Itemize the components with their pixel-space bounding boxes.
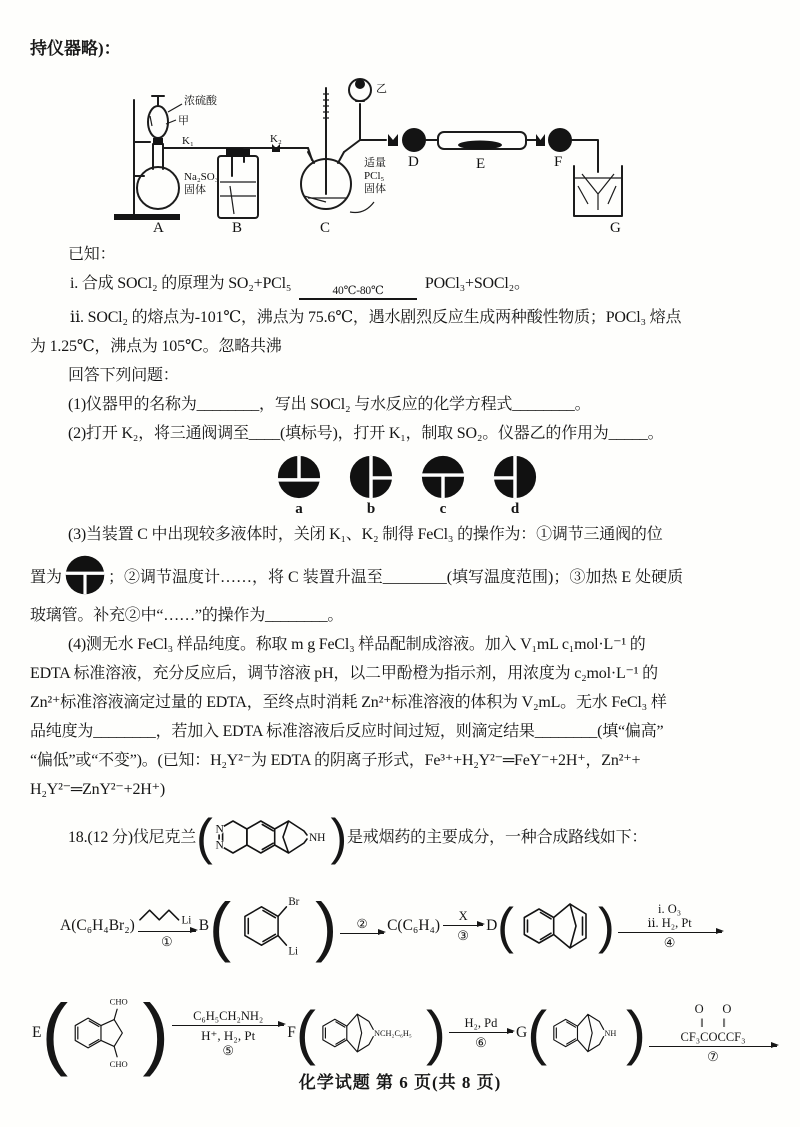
valve-diagram-d: [492, 454, 538, 500]
step7-number: ⑦: [707, 1049, 719, 1064]
valve-label-d: d: [510, 501, 520, 517]
arrow-step1: [138, 904, 196, 949]
q18-title-pre: 18.(12 分)伐尼克兰: [68, 828, 197, 846]
n-benzyl-group: NCH₂C₆H₅: [373, 1028, 412, 1038]
arrow-shaft: [340, 933, 384, 934]
n-atom-bottom: N: [215, 839, 224, 852]
reagent-h-h2-pt: H⁺, H₂, Pt: [201, 1027, 256, 1043]
compound-c-formula: C(C₆H₄): [387, 917, 441, 934]
tfaa-double-bonds: ‖ ‖: [700, 1016, 726, 1030]
valve-diagram-b: [348, 454, 394, 500]
text-column: [30, 240, 780, 1088]
funnel-content-label: 浓硫酸: [184, 95, 217, 107]
compound-d-structure: [514, 896, 598, 956]
arrow-step2: [340, 917, 384, 936]
reagent-buli: [138, 904, 196, 929]
reagent-x: X: [458, 909, 468, 923]
arrow-step3: [443, 909, 483, 943]
flask-c-content-3: 固体: [364, 183, 386, 195]
question-18-title: 18.(12 分)伐尼克兰 ( N N NH ) 是戒烟药的主要成分，一种合成路线如下：: [68, 809, 648, 865]
question-4-line4: 品纯度为________，若加入 EDTA 标准溶液后反应时间过短，则滴定结果________(填“偏高”: [30, 723, 664, 740]
valve-option-b: [348, 454, 394, 518]
question-4-line6: H₂Y²⁻═ZnY²⁻+2H⁺): [30, 781, 165, 798]
gas-train: [360, 128, 622, 216]
bottle-b: [218, 148, 308, 218]
valve-options: [276, 454, 780, 518]
question-3-line3: 玻璃管。补充②中“……”的操作为________。: [30, 607, 344, 624]
label-d: D: [408, 154, 419, 170]
synthesis-route-row2: E ( CHO CHO ) C₆H₅CH₂NH₂ H⁺, H₂, Pt ⑤ F ( NCH₂C₆H₅ ) H₂, Pd ⑥ G ( NH ) O O ‖ ‖ CF₃COCCF₃ ⑦: [32, 978, 780, 1088]
arrow-step5: [172, 1009, 284, 1058]
li-atom: Li: [288, 945, 299, 958]
compound-g-structure: [547, 995, 626, 1071]
valve-label-c: c: [439, 501, 447, 517]
step4-number: ④: [663, 935, 676, 950]
valve-diagram-inline: [64, 554, 106, 596]
arrow-shaft: [443, 925, 483, 926]
compound-f-structure: [316, 995, 426, 1071]
arrow-step7: [649, 1002, 777, 1064]
known-item-ii-line2: 为 1.25℃，沸点为 105℃。忽略共沸: [30, 338, 282, 355]
compound-e-letter: E: [32, 1024, 42, 1041]
reagent-tfaa-formula: CF₃COCCF₃: [680, 1030, 746, 1044]
cho-group-top: CHO: [109, 996, 128, 1007]
compound-f-letter: F: [287, 1024, 296, 1041]
page-footer: 化学试题 第 6 页(共 8 页): [298, 1073, 502, 1092]
question-4-line5: “偏低”或“不变”)。(已知：H₂Y²⁻为 EDTA 的阴离子形式，Fe³⁺+H₂Y²⁻═FeY⁻+2H⁺，Zn²⁺+: [30, 752, 641, 769]
answer-prompt: 回答下列问题：: [68, 367, 179, 384]
apparatus-diagram: [112, 64, 660, 236]
arrow-shaft: [449, 1032, 513, 1033]
known-item-ii-line1: ⅱ. SOCl₂ 的熔点为-101℃，沸点为 75.6℃，遇水剧烈反应生成两种酸性物质；POCl₃ 熔点: [70, 309, 682, 326]
top-note: 持仪器略)：: [30, 39, 121, 58]
device-yi-label: 乙: [376, 83, 387, 95]
valve-option-c: [420, 454, 466, 518]
step3-number: ③: [457, 928, 469, 943]
reagent-benzylamine: C₆H₅CH₂NH₂: [193, 1008, 264, 1023]
label-b: B: [232, 220, 243, 236]
valve-option-d: [492, 454, 538, 518]
question-3-line2: [30, 549, 780, 601]
valve-k2-label: K₂: [270, 133, 282, 145]
li-atom: Li: [181, 914, 192, 926]
nh-group: NH: [308, 832, 325, 844]
arrow-shaft: [172, 1025, 284, 1026]
n-atom-top: N: [215, 823, 224, 836]
step5-number: ⑤: [222, 1042, 235, 1058]
compound-a-formula: A(C₆H₄Br₂): [60, 917, 135, 934]
flask-a-content-2: 固体: [184, 184, 206, 196]
step6-number: ⑥: [475, 1035, 487, 1050]
valve-diagram-a: [276, 454, 322, 500]
reagent-h2-pd: H₂, Pd: [464, 1016, 498, 1030]
condition-text: 40℃-80℃: [332, 285, 384, 297]
compound-g-letter: G: [515, 1024, 528, 1041]
compound-d-letter: D: [486, 917, 498, 934]
step1-number: ①: [160, 933, 173, 949]
varenicline-structure: [213, 808, 331, 866]
arrow-shaft: [649, 1046, 777, 1047]
tfaa-oxygen-atoms: O O: [694, 1002, 732, 1016]
arrow-line: [299, 298, 417, 300]
q3-line2-post: ；②调节温度计……，将 C 装置升温至________(填写温度范围)；③加热 E 处硬质: [108, 568, 684, 586]
arrow-shaft: [138, 931, 196, 932]
compound-b-structure: [231, 880, 315, 972]
question-2: (2)打开 K₂，将三通阀调至____(填标号)，打开 K₁，制取 SO₂。仪器乙的作用为_____。: [68, 425, 664, 442]
funnel-name-label: 甲: [178, 115, 189, 127]
step2-number: ②: [356, 916, 368, 931]
label-c: C: [320, 220, 331, 236]
question-4-line1: (4)测无水 FeCl₃ 样品纯度。称取 m g FeCl₃ 样品配制成溶液。加入 V₁mL c₁mol·L⁻¹ 的: [68, 636, 646, 653]
label-a: A: [153, 220, 164, 236]
known-item-i: [30, 269, 780, 303]
flask-c-content-1: 适量: [364, 157, 386, 169]
label-g: G: [610, 220, 621, 236]
question-1: (1)仪器甲的名称为________，写出 SOCl₂ 与水反应的化学方程式________。: [68, 396, 591, 413]
br-atom: Br: [288, 895, 300, 908]
reaction-condition-arrow: [299, 285, 417, 300]
flask-c-content-2: PCl₅: [364, 170, 385, 182]
butyl-chain-structure: [138, 904, 196, 926]
known-heading: 已知：: [68, 246, 116, 263]
valve-label-b: b: [366, 501, 376, 517]
reagent-ozone: i. O₃: [658, 902, 682, 916]
valve-k2-icon: [272, 144, 280, 152]
label-e: E: [476, 156, 486, 172]
nh-group: NH: [604, 1028, 617, 1038]
compound-b-letter: B: [198, 917, 210, 934]
reagent-h2-pt: ⅱ. H₂, Pt: [647, 916, 692, 930]
flask-a-content-1: Na₂SO₃: [184, 171, 219, 183]
known-i-pre: i. 合成 SOCl₂ 的原理为 SO₂+PCl₅: [70, 275, 292, 292]
stand: [114, 100, 180, 220]
cho-group-bottom: CHO: [109, 1059, 128, 1070]
question-4-line2: EDTA 标准溶液，充分反应后，调节溶液 pH，以二甲酚橙为指示剂，用浓度为 c₂mol·L⁻¹ 的: [30, 665, 658, 682]
valve-label-a: a: [295, 501, 303, 517]
valve-k1-label: K₁: [182, 135, 194, 147]
q3-line2-pre: 置为: [30, 568, 63, 586]
question-4-line3: Zn²⁺标准溶液滴定过量的 EDTA，至终点时消耗 Zn²⁺标准溶液的体积为 V₂mL。无水 FeCl₃ 样: [30, 694, 667, 711]
valve-option-a: [276, 454, 322, 518]
label-f: F: [554, 154, 563, 170]
q18-title-post: 是戒烟药的主要成分，一种合成路线如下：: [346, 828, 648, 846]
synthesis-route-row1: A(C₆H₄Br₂) Li ① B ( Br Li ) ② C(C₆H₄) X ③ D ( ) i. O₃ ⅱ. H₂, Pt ④: [60, 880, 780, 972]
valve-diagram-c: [420, 454, 466, 500]
arrow-shaft: [618, 932, 722, 933]
known-i-post: POCl₃+SOCl₂。: [424, 275, 530, 292]
question-3-line1: (3)当装置 C 中出现较多液体时，关闭 K₁、K₂ 制得 FeCl₃ 的操作为：①调节三通阀的位: [68, 526, 663, 543]
arrow-step4: [618, 902, 722, 950]
arrow-step6: [449, 1016, 513, 1050]
